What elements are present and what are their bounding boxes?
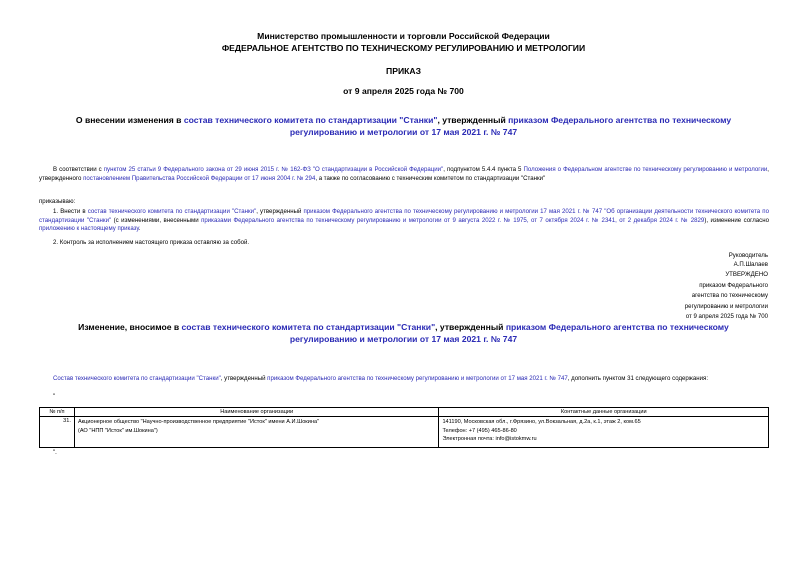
- row-contacts: [439, 417, 769, 448]
- order-date-number: от 9 апреля 2025 года № 700: [343, 86, 464, 96]
- order-item-1: [39, 208, 769, 234]
- header-number: № п/п: [40, 408, 75, 417]
- annex-title-text-1: Изменение, вносимое в: [78, 322, 182, 332]
- item1-text-3: (с изменениями, внесенными: [111, 216, 202, 224]
- approval-line-3: агентства по техническому: [691, 292, 768, 299]
- preamble-text-4: , а также по согласованию с техническим комитетом по стандартизации "Станки": [315, 174, 546, 182]
- signature-position: Руководитель: [728, 252, 768, 259]
- annex-title: [60, 322, 747, 345]
- approval-line-2: приказом Федерального: [699, 282, 768, 289]
- ministry-name: Министерство промышленности и торговли Российской Федерации: [257, 31, 550, 41]
- annex-text-2: , дополнить пунктом 31 следующего содержания:: [567, 375, 709, 382]
- signature-name: А.П.Шалаев: [733, 261, 768, 268]
- preamble-link-regulation[interactable]: Положения о Федеральном агентстве по техническому регулированию и метрологии: [523, 166, 768, 173]
- approval-line-4: регулированию и метрологии: [684, 303, 768, 310]
- row-organization: [74, 417, 438, 448]
- title-link-committee[interactable]: состав технического комитета по стандартизации "Станки": [183, 115, 438, 125]
- contact-phone: Телефон: +7 (495) 465-86-80: [442, 427, 517, 434]
- table-row: [40, 417, 769, 448]
- quote-open: ": [53, 393, 56, 400]
- item1-text-1: 1. Внести в: [53, 208, 88, 215]
- preamble-text-1: В соответствии с: [53, 166, 104, 173]
- title-link-order-747[interactable]: приказом Федерального агентства по техническому регулированию и метрологии от 17 мая 2021 г. № 747: [289, 115, 732, 137]
- annex-title-link-committee[interactable]: состав технического комитета по стандартизации "Станки": [181, 322, 436, 332]
- item1-link-order-747[interactable]: приказом Федерального агентства по техническому регулированию и метрологии 17 мая 2021 г. № 747 "Об организации деятельности технического комитета по стандартизации "Станки": [39, 208, 769, 224]
- preamble-paragraph: [39, 166, 769, 183]
- annex-text-1: , утвержденный: [220, 375, 268, 382]
- item1-text-5: .: [138, 225, 141, 233]
- annex-title-text-2: , утвержденный: [435, 322, 506, 332]
- preamble-link-federal-law[interactable]: пунктом 25 статьи 9 Федерального закона от 29 июня 2015 г. № 162-ФЗ "О стандартизации в Российской Федерации": [103, 166, 444, 173]
- preamble-text-3: , утвержденного: [39, 166, 769, 182]
- contact-address: 141190, Московская обл., г.Фрязино, ул.Вокзальная, д.2а, к.1, этаж 2, ком.65: [442, 419, 641, 425]
- item1-link-committee[interactable]: состав технического комитета по стандартизации "Станки": [87, 208, 257, 215]
- annex-link-order-747[interactable]: приказом Федерального агентства по техническому регулированию и метрологии от 17 мая 2021 г. № 747: [267, 375, 568, 382]
- document-type: ПРИКАЗ: [386, 66, 421, 76]
- contact-email: Электронная почта: info@istokmw.ru: [442, 436, 537, 442]
- annex-title-link-order-747[interactable]: приказом Федерального агентства по техническому регулированию и метрологии от 17 мая 2021 г. № 747: [289, 322, 729, 344]
- organizations-table: [39, 407, 769, 448]
- order-title: [60, 115, 747, 138]
- item1-link-amending-orders[interactable]: приказами Федерального агентства по техническому регулированию и метрологии от 9 августа 2022 г. № 1975, от 7 октября 2024 г. № 2341, от 2 декабря 2024 г. № 2829: [201, 216, 705, 224]
- organization-full-name: Акционерное общество "Научно-производственное предприятие "Исток" имени А.И.Шокина": [77, 419, 320, 425]
- item1-text-4: ), изменение согласно: [704, 216, 769, 224]
- organization-short-name: (АО "НПП "Исток" им.Шокина"): [77, 427, 158, 434]
- order-word: приказываю:: [39, 198, 76, 205]
- title-text-1: О внесении изменения в: [75, 115, 184, 125]
- agency-name: ФЕДЕРАЛЬНОЕ АГЕНТСТВО ПО ТЕХНИЧЕСКОМУ РЕГУЛИРОВАНИЮ И МЕТРОЛОГИИ: [221, 43, 586, 53]
- item1-link-annex[interactable]: приложению к настоящему приказу: [39, 225, 139, 233]
- quote-close: ".: [53, 449, 57, 456]
- order-item-2: 2. Контроль за исполнением настоящего приказа оставляю за собой.: [53, 239, 250, 246]
- header-contacts: Контактные данные организации: [439, 408, 769, 417]
- header-organization: Наименование организации: [74, 408, 438, 417]
- approval-heading: УТВЕРЖДЕНО: [725, 271, 768, 278]
- preamble-text-2: , подпунктом 5.4.4 пункта 5: [443, 166, 524, 173]
- table-header-row: [40, 408, 769, 417]
- annex-link-committee[interactable]: Состав технического комитета по стандартизации "Станки": [53, 375, 221, 382]
- annex-paragraph: [39, 375, 769, 384]
- title-text-2: , утвержденный: [437, 115, 509, 125]
- item1-text-2: , утвержденный: [256, 208, 304, 215]
- approval-line-5: от 9 апреля 2025 года № 700: [685, 313, 768, 320]
- preamble-link-government-decree[interactable]: постановлением Правительства Российской Федерации от 17 июня 2004 г. № 294: [83, 174, 316, 182]
- row-number: 31.: [40, 417, 75, 448]
